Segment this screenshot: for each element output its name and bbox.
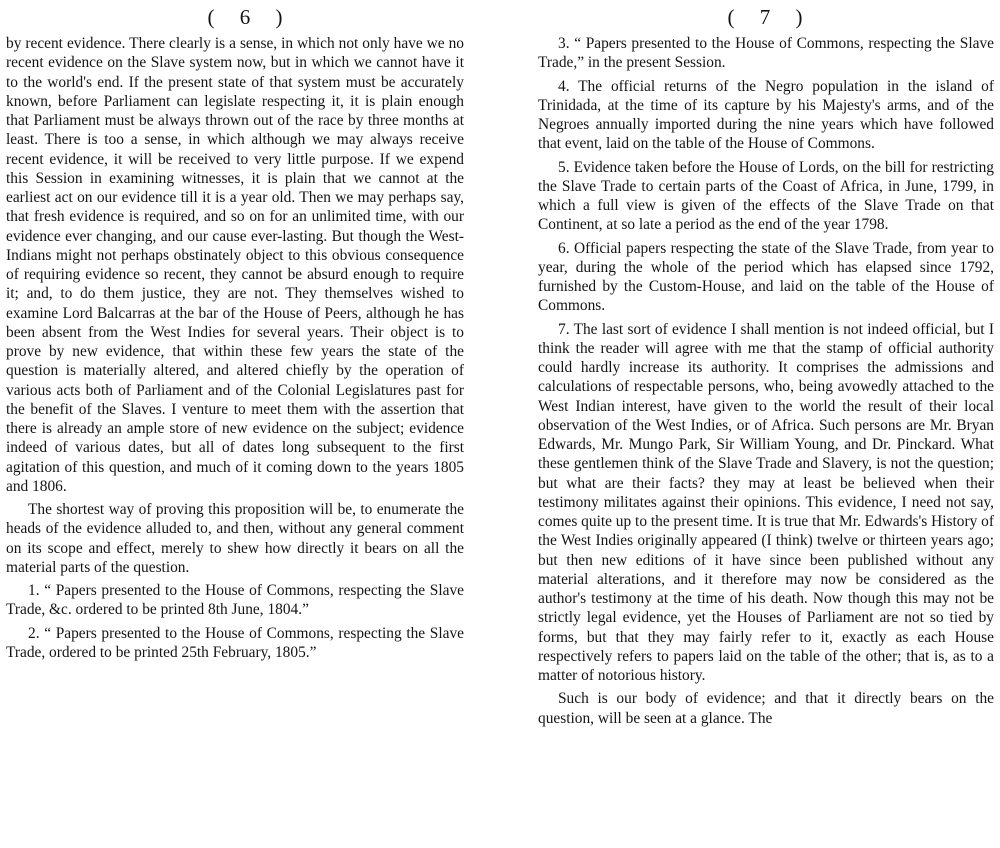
page-body [538,34,994,728]
right-page [538,0,994,732]
list-item: 4. The official returns of the Negro population in the island of Trinidada, at the time of its capture by his Majesty's arms, and of the Negroes annually imported during the nine years which have followed that event, laid on the table of the House of Commons. [538,77,994,153]
list-item: 6. Official papers respecting the state of the Slave Trade, from year to year, during the whole of the period which has elapsed since 1792, furnished by the Custom-House, and laid on the table of the House of Commons. [538,239,994,315]
paragraph: The shortest way of proving this proposition will be, to enumerate the heads of the evidence alluded to, and then, without any general comment on its scope and effect, merely to shew how directly it bears on all the material parts of the question. [6,501,464,576]
page-number: ( 6 ) [207,5,293,29]
paragraph: Such is our body of evidence; and that it directly bears on the question, will be seen at a glance. The [538,690,994,727]
page-body [6,34,464,662]
list-item: 2. “ Papers presented to the House of Commons, respecting the Slave Trade, ordered to be printed 25th February, 1805.” [6,624,464,661]
left-page [6,0,464,666]
list-item: 3. “ Papers presented to the House of Commons, respecting the Slave Trade,” in the present Session. [538,35,994,72]
list-item: 7. The last sort of evidence I shall mention is not indeed official, but I think the reader will agree with me that the stamp of official authority could hardly increase its authority. It comprises the admissions and calculations of respectable persons, who, being avowedly attached to the West Indian interest, have given to the world the result of their local observation of the West Indies, or of Africa. Such persons are Mr. Bryan Edwards, Mr. Mungo Park, Sir William Young, and Dr. Pinckard. What these gentlemen think of the Slave Trade and Slavery, is not the question; but what are their facts? they may at least be believed when their testimony militates against their opinions. This evidence, I need not say, comes quite up to the present time. It is true that Mr. Edwards's History of the West Indies originally appeared (I think) twelve or thirteen years ago; but then new editions of it have since been published without any material alterations, and it therefore may now be considered as the author's testimony at the time of his death. Now though this may not be strictly legal evidence, yet the Houses of Parliament are not so tied by forms, but that they may fairly refer to it, exactly as each House respectively refers to papers laid on the table of the other; that is, as to a matter of notorious history. [538,320,994,684]
paragraph: by recent evidence. There clearly is a sense, in which not only have we no recent evidence on the Slave system now, but in which we cannot have it to the world's end. If the present state of that system must be accurately known, before Parliament can legislate respecting it, it is plain enough that Parliament must be always thrown out of the race by three months at least. There is too a sense, in which although we may always receive recent evidence, it will be received to very little purpose. If we expend this Session in examining witnesses, it is plain that we cannot at the earliest act on our evidence till it is a year old. Then we may perhaps say, that fresh evidence is required, and so on for an unlimited time, with our evidence ever changing, and our cause ever-lasting. But though the West-Indians might not perhaps obstinately object to this obvious consequence of requiring evidence so recent, they cannot be absurd enough to require it; and, to do them justice, they are not. They themselves wished to examine Lord Balcarras at the bar of the House of Peers, although he has been absent from the West Indies for several years. Their object is to prove by new evidence, that within these few years the state of the question is materially altered, and altered chiefly by the operation of various acts both of Parliament and of the Colonial Legislatures past for the benefit of the Slaves. I venture to meet them with the assertion that there is already an ample store of new evidence on the subject; evidence indeed of various dates, but all of dates long subsequent to the first agitation of this question, and much of it coming down to the years 1805 and 1806. [6,35,464,495]
list-item: 5. Evidence taken before the House of Lords, on the bill for restricting the Slave Trade to certain parts of the Coast of Africa, in June, 1799, in which a full view is given of the effects of the Slave Trade on that Continent, at so late a period as the end of the year 1798. [538,158,994,234]
list-item: 1. “ Papers presented to the House of Commons, respecting the Slave Trade, &c. ordered to be printed 8th June, 1804.” [6,582,464,619]
page-number: ( 7 ) [727,5,813,29]
